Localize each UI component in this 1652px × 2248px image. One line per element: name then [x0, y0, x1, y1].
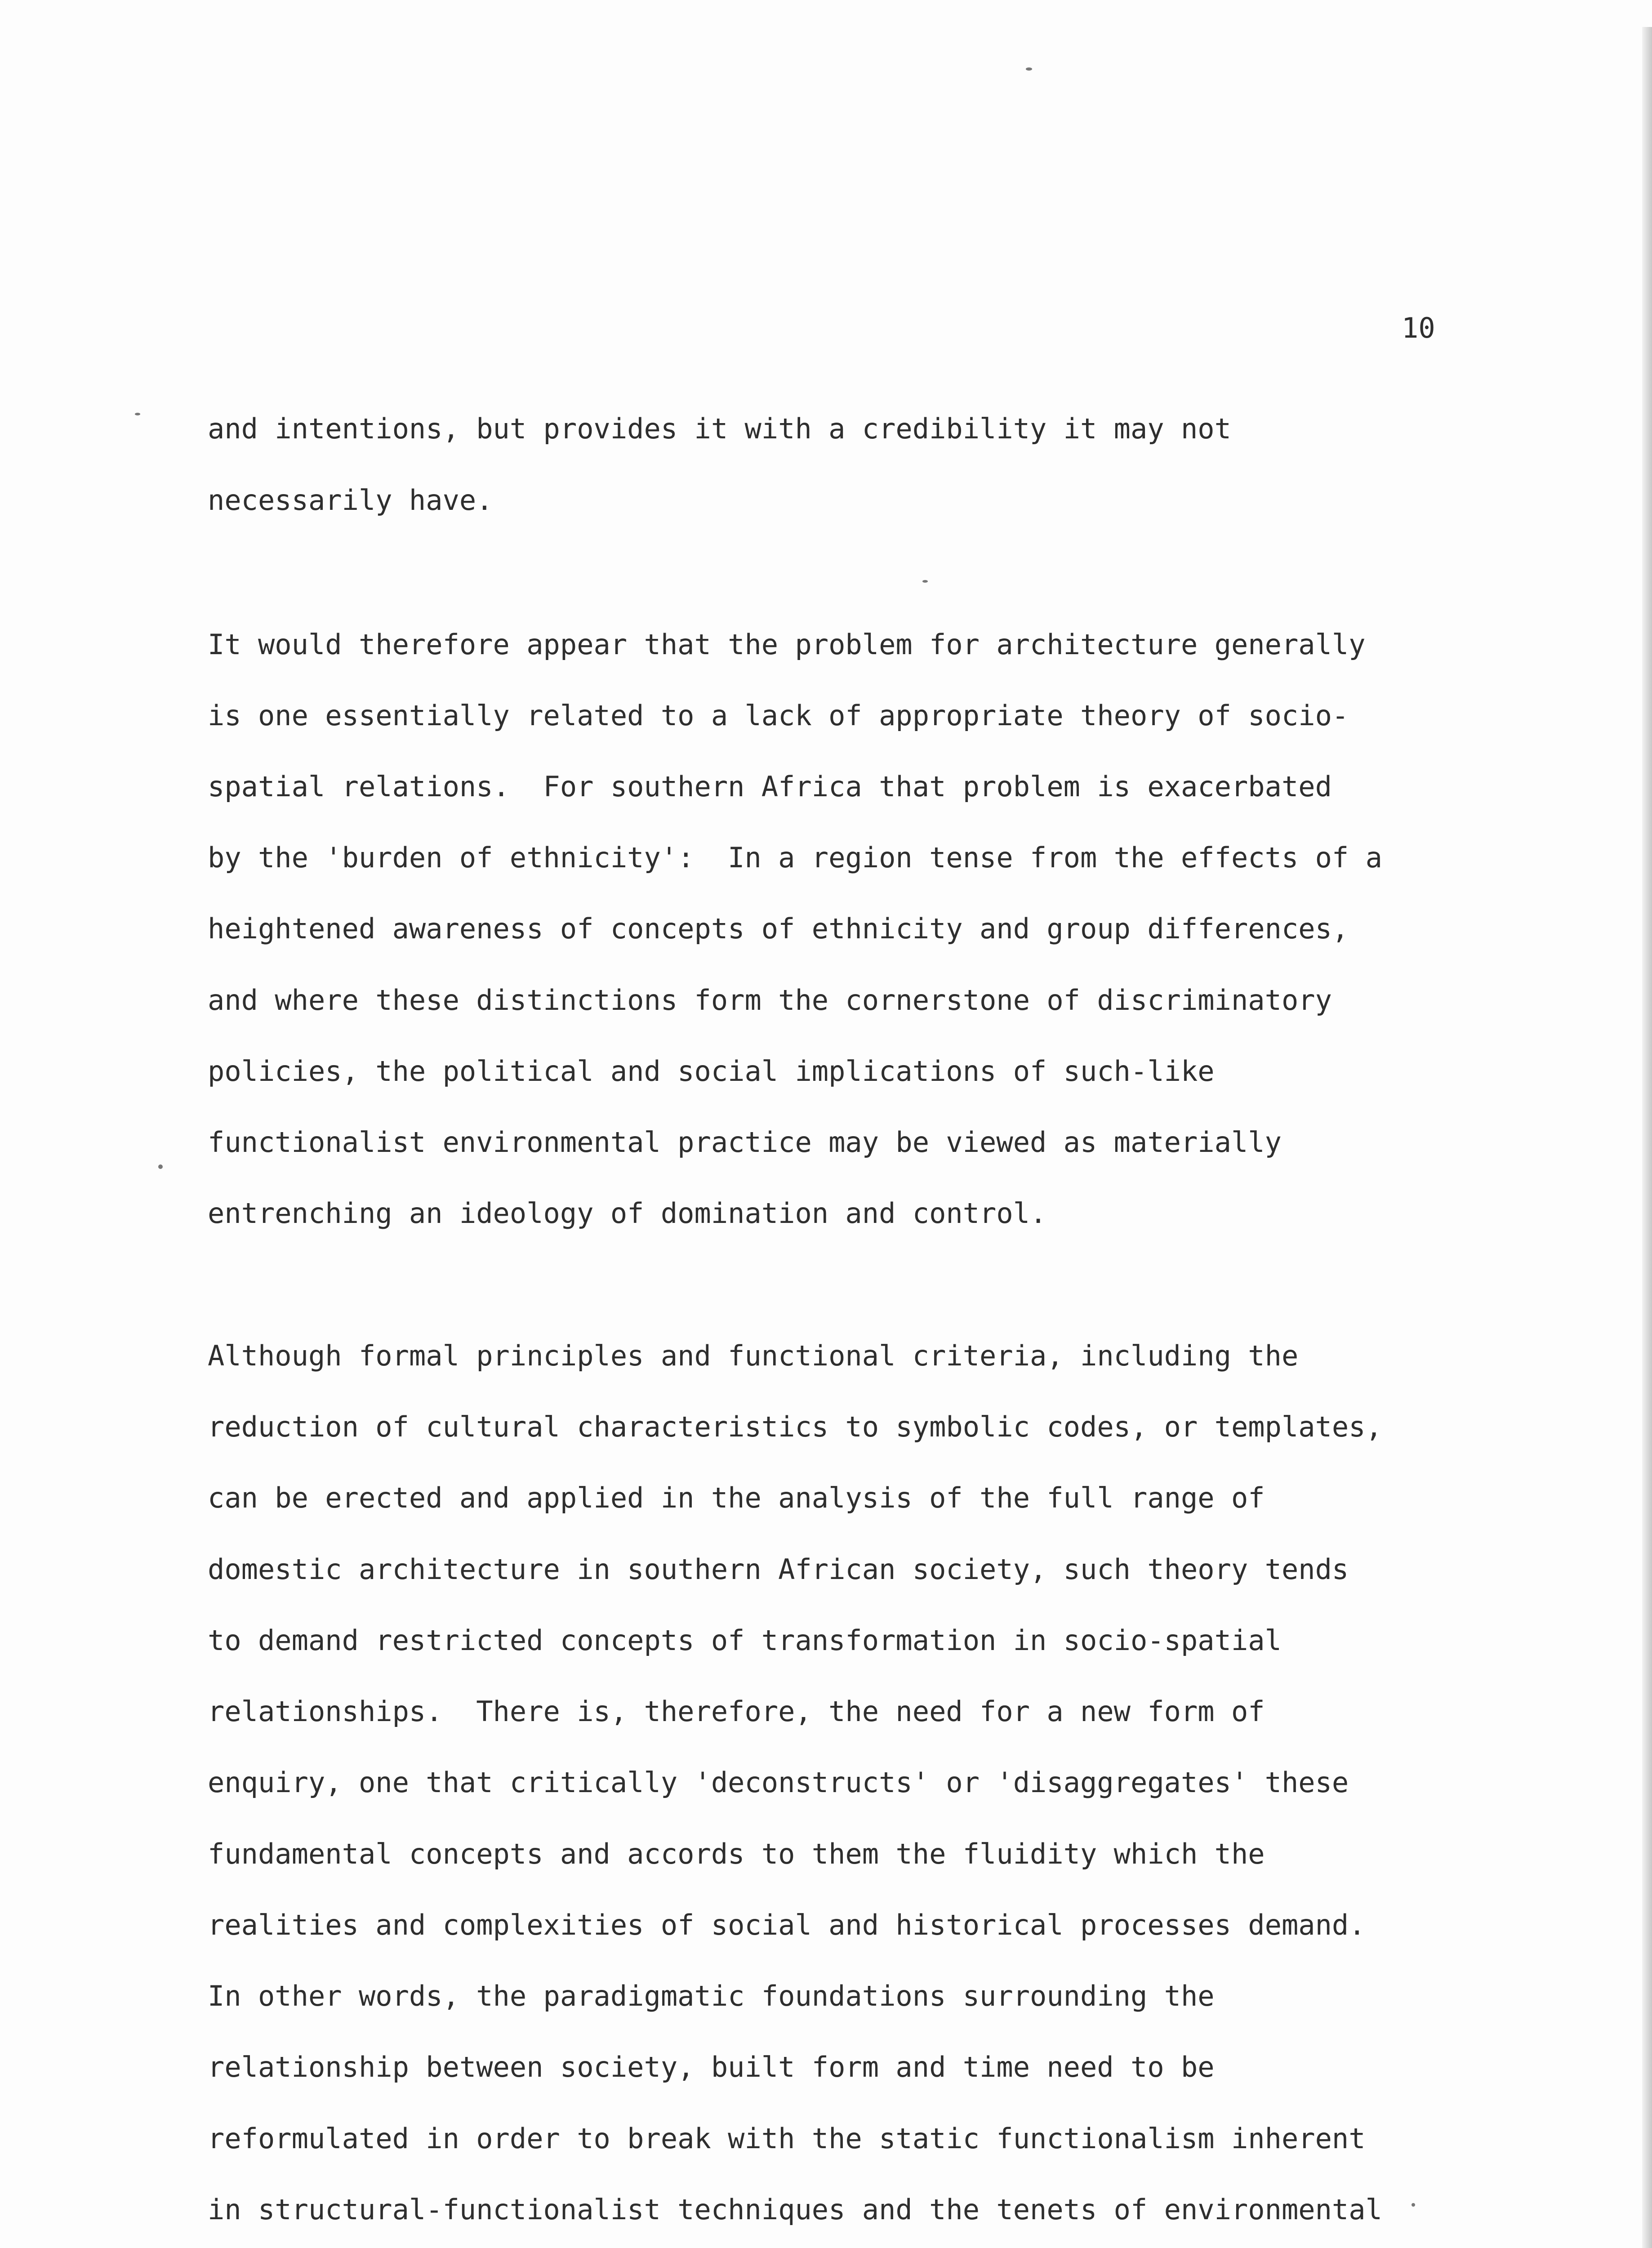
page-edge-shadow — [1642, 27, 1652, 2248]
text-line: In other words, the paradigmatic foundations surrounding the — [208, 1980, 1215, 2012]
text-line: enquiry, one that critically 'deconstructs' or 'disaggregates' these — [208, 1766, 1349, 1799]
text-line: is one essentially related to a lack of appropriate theory of socio- — [208, 699, 1349, 732]
text-line: domestic architecture in southern African society, such theory tends — [208, 1553, 1349, 1586]
text-line: in structural-functionalist techniques and the tenets of environmental — [208, 2193, 1382, 2226]
text-line: to demand restricted concepts of transformation in socio-spatial — [208, 1624, 1282, 1657]
text-line: can be erected and applied in the analysis of the full range of — [208, 1481, 1265, 1514]
text-line: Although formal principles and functional criteria, including the — [208, 1339, 1299, 1372]
text-line: It would therefore appear that the problem for architecture generally — [208, 628, 1366, 661]
text-line: entrenching an ideology of domination and control. — [208, 1197, 1047, 1230]
text-line: reformulated in order to break with the static functionalism inherent — [208, 2122, 1366, 2155]
text-line: heightened awareness of concepts of ethnicity and group differences, — [208, 912, 1349, 945]
scan-speck — [1412, 2203, 1415, 2207]
page-number: 10 — [1402, 312, 1435, 344]
scan-speck — [135, 413, 140, 415]
text-line: spatial relations. For southern Africa that problem is exacerbated — [208, 770, 1332, 803]
text-line: by the 'burden of ethnicity': In a region tense from the effects of a — [208, 841, 1382, 874]
text-line: fundamental concepts and accords to them the fluidity which the — [208, 1838, 1265, 1870]
text-line: and where these distinctions form the cornerstone of discriminatory — [208, 984, 1332, 1017]
text-line: reduction of cultural characteristics to symbolic codes, or templates, — [208, 1410, 1382, 1443]
text-line: relationships. There is, therefore, the need for a new form of — [208, 1695, 1265, 1728]
text-line: policies, the political and social implications of such-like — [208, 1055, 1215, 1088]
scan-speck — [1026, 67, 1032, 71]
text-line: functionalist environmental practice may be viewed as materially — [208, 1126, 1282, 1159]
text-line: relationship between society, built form and time need to be — [208, 2051, 1215, 2083]
scan-speck — [922, 580, 928, 583]
text-line: realities and complexities of social and historical processes demand. — [208, 1909, 1366, 1941]
scan-speck — [158, 1164, 163, 1169]
text-line: and intentions, but provides it with a credibility it may not — [208, 412, 1231, 445]
text-line: necessarily have. — [208, 484, 493, 517]
